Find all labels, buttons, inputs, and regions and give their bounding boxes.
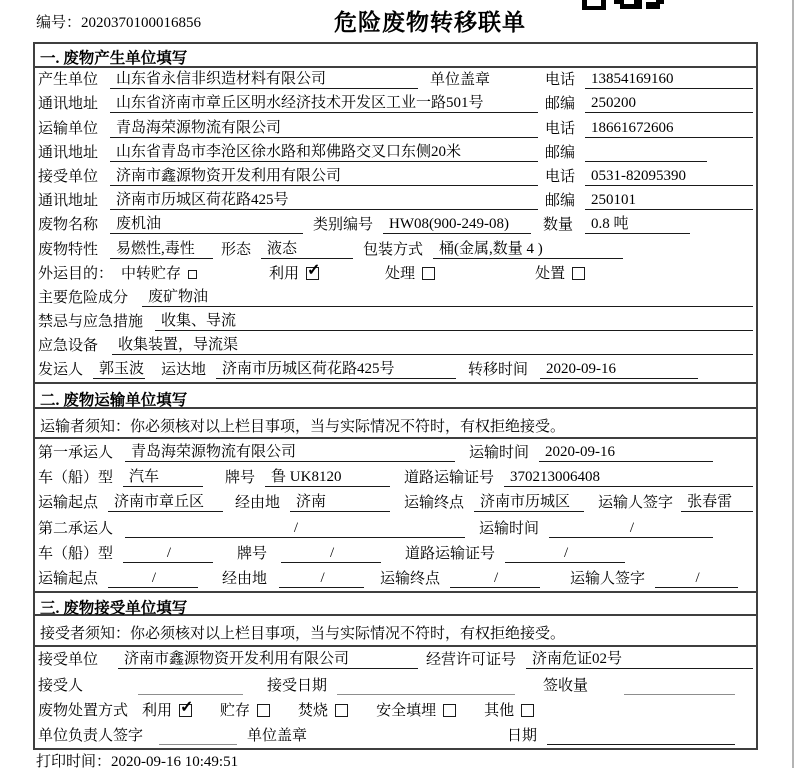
vehicle2-value: / bbox=[123, 544, 213, 563]
plate1-value: 鲁 UK8120 bbox=[265, 468, 390, 487]
emergency-value: 收集、导流 bbox=[155, 312, 753, 331]
packing-label: 包装方式 bbox=[363, 241, 424, 258]
receiver-phone-value: 0531-82095390 bbox=[585, 167, 753, 186]
disposal-label: 废物处置方式 bbox=[38, 702, 129, 719]
origin-label: 运输起点 bbox=[38, 571, 99, 588]
transporter-label: 运输单位 bbox=[38, 120, 99, 137]
form-label: 形态 bbox=[221, 241, 252, 258]
accept-unit-label: 接受单位 bbox=[38, 652, 99, 669]
sign-qty-value bbox=[624, 676, 735, 695]
section1-title: 一. 废物产生单位填写 bbox=[35, 44, 756, 68]
row-acceptor bbox=[35, 672, 756, 697]
print-time-value: 2020-09-16 10:49:51 bbox=[111, 754, 239, 768]
producer-phone-value: 13854169160 bbox=[585, 70, 753, 89]
row-carrier2 bbox=[35, 515, 756, 540]
qr-code-fragment bbox=[582, 0, 670, 11]
disposal-other-label: 其他 bbox=[484, 702, 515, 719]
purpose-use-label: 利用 bbox=[269, 265, 300, 282]
phone-label: 电话 bbox=[545, 168, 576, 185]
section3-notice: 接受者须知：你必须核对以上栏目事项，当与实际情况不符时，有权拒绝接受。 bbox=[35, 616, 756, 647]
plate2-value: / bbox=[281, 544, 381, 563]
responsible-sign-value bbox=[159, 726, 237, 745]
receiver-phone-group bbox=[545, 167, 753, 186]
doc-number bbox=[36, 11, 201, 32]
quantity-value: 0.8 吨 bbox=[585, 215, 690, 234]
section2-notice: 运输者须知：你必须核对以上栏目事项，当与实际情况不符时，有权拒绝接受。 bbox=[35, 409, 756, 439]
qr-finder-pattern bbox=[582, 0, 606, 10]
row-transporter-address bbox=[35, 141, 756, 165]
producer-zip-value: 250200 bbox=[585, 94, 753, 113]
producer-label: 产生单位 bbox=[38, 72, 99, 89]
purpose-dispose-label: 处置 bbox=[535, 265, 566, 282]
producer-phone-group bbox=[545, 70, 753, 89]
address-label: 通讯地址 bbox=[38, 193, 99, 210]
sign-qty-label: 签收量 bbox=[543, 677, 589, 694]
sign-label: 运输人签字 bbox=[570, 571, 646, 588]
section3-title: 三. 废物接受单位填写 bbox=[35, 591, 756, 616]
carrier2-label: 第二承运人 bbox=[38, 520, 114, 537]
disposal-store-label: 贮存 bbox=[220, 702, 251, 719]
purpose-label: 外运目的： bbox=[38, 265, 114, 282]
manifest-form bbox=[33, 42, 758, 750]
date-label: 日期 bbox=[507, 727, 538, 744]
waste-name-value: 废机油 bbox=[110, 215, 303, 234]
zip-label: 邮编 bbox=[545, 193, 576, 210]
receiver-value: 济南市鑫源物资开发利用有限公司 bbox=[110, 167, 538, 186]
qr-module bbox=[656, 0, 664, 4]
accept-date-value bbox=[337, 676, 515, 695]
row-route1 bbox=[35, 490, 756, 515]
transporter-phone-value: 18661672606 bbox=[585, 119, 753, 138]
destination-label: 运达地 bbox=[161, 362, 207, 379]
emergency-label: 禁忌与应急措施 bbox=[38, 314, 144, 331]
category-label: 类别编号 bbox=[313, 217, 374, 234]
via1-value: 济南 bbox=[290, 493, 390, 512]
section2-title: 二. 废物运输单位填写 bbox=[35, 382, 756, 409]
row-hazard bbox=[35, 286, 756, 310]
category-value: HW08(900-249-08) bbox=[383, 215, 531, 234]
unit-seal-label: 单位盖章 bbox=[247, 727, 308, 744]
row-emergency bbox=[35, 310, 756, 334]
row-producer bbox=[35, 68, 756, 92]
disposal-store-checkbox bbox=[257, 704, 270, 717]
transport-time-label: 运输时间 bbox=[479, 520, 540, 537]
accept-date-label: 接受日期 bbox=[267, 677, 328, 694]
end2-value: / bbox=[450, 569, 540, 588]
address-label: 通讯地址 bbox=[38, 144, 99, 161]
waste-name-label: 废物名称 bbox=[38, 217, 99, 234]
hazard-value: 废矿物油 bbox=[142, 288, 753, 307]
row-accept-unit bbox=[35, 647, 756, 672]
form-value: 液态 bbox=[261, 240, 353, 259]
quantity-label: 数量 bbox=[543, 217, 574, 234]
packing-value: 桶(金属,数量 4 ) bbox=[433, 240, 623, 259]
carrier1-value: 青岛海荣源物流有限公司 bbox=[125, 443, 455, 462]
row-transporter bbox=[35, 116, 756, 140]
unit-seal-label: 单位盖章 bbox=[430, 72, 491, 89]
row-equipment bbox=[35, 334, 756, 358]
disposal-burn-label: 焚烧 bbox=[298, 702, 329, 719]
equipment-label: 应急设备 bbox=[38, 338, 99, 355]
producer-address-value: 山东省济南市章丘区明水经济技术开发区工业一路501号 bbox=[110, 94, 538, 113]
disposal-use-checkbox bbox=[179, 704, 192, 717]
carrier1-time-value: 2020-09-16 bbox=[539, 443, 713, 462]
equipment-value: 收集装置，导流渠 bbox=[112, 336, 753, 355]
row-receiver-address bbox=[35, 189, 756, 213]
print-time-label: 打印时间： bbox=[36, 754, 112, 768]
license-label: 道路运输证号 bbox=[405, 545, 496, 562]
license2-value: / bbox=[505, 544, 625, 563]
origin1-value: 济南市章丘区 bbox=[108, 493, 223, 512]
receiver-zip-group bbox=[545, 191, 753, 210]
zip-label: 邮编 bbox=[545, 144, 576, 161]
accept-unit-value: 济南市鑫源物资开发利用有限公司 bbox=[118, 650, 418, 669]
carrier2-time-value: / bbox=[549, 519, 713, 538]
row-waste-property bbox=[35, 237, 756, 261]
hazard-label: 主要危险成分 bbox=[38, 289, 129, 306]
transporter-value: 青岛海荣源物流有限公司 bbox=[110, 119, 538, 138]
row-purpose bbox=[35, 262, 756, 286]
transporter-phone-group bbox=[545, 119, 753, 138]
origin2-value: / bbox=[108, 569, 198, 588]
row-receiver bbox=[35, 165, 756, 189]
date-value bbox=[547, 726, 735, 745]
row-vehicle2 bbox=[35, 541, 756, 566]
doc-number-label: 编号： bbox=[36, 15, 82, 31]
disposal-burn-checkbox bbox=[335, 704, 348, 717]
purpose-dispose-checkbox bbox=[572, 267, 585, 280]
purpose-transfer-label: 中转贮存 bbox=[121, 265, 182, 282]
vehicle-label: 车（船）型 bbox=[38, 470, 114, 487]
destination-value: 济南市历城区荷花路425号 bbox=[216, 360, 456, 379]
phone-label: 电话 bbox=[545, 72, 576, 89]
receiver-label: 接受单位 bbox=[38, 168, 99, 185]
carrier2-value: / bbox=[125, 519, 465, 538]
transporter-address-value: 山东省青岛市李沧区徐水路和郑佛路交叉口东侧20米 bbox=[110, 143, 538, 162]
transfer-time-label: 转移时间 bbox=[468, 362, 529, 379]
sign-label: 运输人签字 bbox=[598, 495, 674, 512]
purpose-transfer-checkbox bbox=[188, 270, 197, 279]
receiver-address-value: 济南市历城区荷花路425号 bbox=[110, 191, 538, 210]
producer-value: 山东省永信非织造材料有限公司 bbox=[110, 70, 418, 89]
origin-label: 运输起点 bbox=[38, 495, 99, 512]
zip-label: 邮编 bbox=[545, 96, 576, 113]
row-vehicle1 bbox=[35, 465, 756, 490]
purpose-treat-label: 处理 bbox=[385, 265, 416, 282]
permit-value: 济南危证02号 bbox=[526, 650, 753, 669]
producer-zip-group bbox=[545, 94, 753, 113]
via-label: 经由地 bbox=[235, 495, 281, 512]
via2-value: / bbox=[279, 569, 364, 588]
disposal-use-label: 利用 bbox=[142, 702, 173, 719]
shipper-label: 发运人 bbox=[38, 362, 84, 379]
disposal-landfill-label: 安全填埋 bbox=[376, 702, 437, 719]
carrier1-label: 第一承运人 bbox=[38, 444, 114, 461]
purpose-use-checkbox bbox=[306, 267, 319, 280]
responsible-sign-label: 单位负责人签字 bbox=[38, 727, 144, 744]
print-time bbox=[36, 750, 238, 768]
qr-module bbox=[634, 0, 642, 9]
row-waste-name bbox=[35, 213, 756, 237]
license1-value: 370213006408 bbox=[504, 468, 753, 487]
sign2-value: / bbox=[655, 569, 738, 588]
end1-value: 济南市历城区 bbox=[474, 493, 584, 512]
license-label: 道路运输证号 bbox=[404, 470, 495, 487]
shipper-value: 郭玉波 bbox=[93, 360, 145, 379]
disposal-other-checkbox bbox=[521, 704, 534, 717]
row-route2 bbox=[35, 566, 756, 591]
page-right-edge bbox=[792, 0, 794, 768]
end-label: 运输终点 bbox=[380, 571, 441, 588]
acceptor-label: 接受人 bbox=[38, 677, 84, 694]
sign1-value: 张春雷 bbox=[681, 493, 753, 512]
permit-label: 经营许可证号 bbox=[426, 652, 517, 669]
property-value: 易燃性,毒性 bbox=[110, 240, 213, 259]
row-disposal bbox=[35, 698, 756, 723]
property-label: 废物特性 bbox=[38, 241, 99, 258]
row-shipper bbox=[35, 358, 756, 382]
plate-label: 牌号 bbox=[225, 470, 256, 487]
phone-label: 电话 bbox=[545, 120, 576, 137]
disposal-landfill-checkbox bbox=[443, 704, 456, 717]
vehicle1-value: 汽车 bbox=[123, 468, 203, 487]
plate-label: 牌号 bbox=[237, 545, 268, 562]
acceptor-value bbox=[138, 676, 243, 695]
transport-time-label: 运输时间 bbox=[469, 444, 530, 461]
row-responsible-sign bbox=[35, 723, 756, 748]
row-carrier1 bbox=[35, 439, 756, 464]
end-label: 运输终点 bbox=[404, 495, 465, 512]
purpose-treat-checkbox bbox=[422, 267, 435, 280]
transporter-zip-group bbox=[545, 143, 753, 162]
transporter-zip-value bbox=[585, 143, 707, 162]
transfer-time-value: 2020-09-16 bbox=[540, 360, 698, 379]
vehicle-label: 车（船）型 bbox=[38, 545, 114, 562]
row-producer-address bbox=[35, 92, 756, 116]
receiver-zip-value: 250101 bbox=[585, 191, 753, 210]
page-title: 危险废物转移联单 bbox=[334, 10, 526, 35]
doc-number-value: 2020370100016856 bbox=[81, 15, 202, 31]
address-label: 通讯地址 bbox=[38, 96, 99, 113]
via-label: 经由地 bbox=[222, 571, 268, 588]
